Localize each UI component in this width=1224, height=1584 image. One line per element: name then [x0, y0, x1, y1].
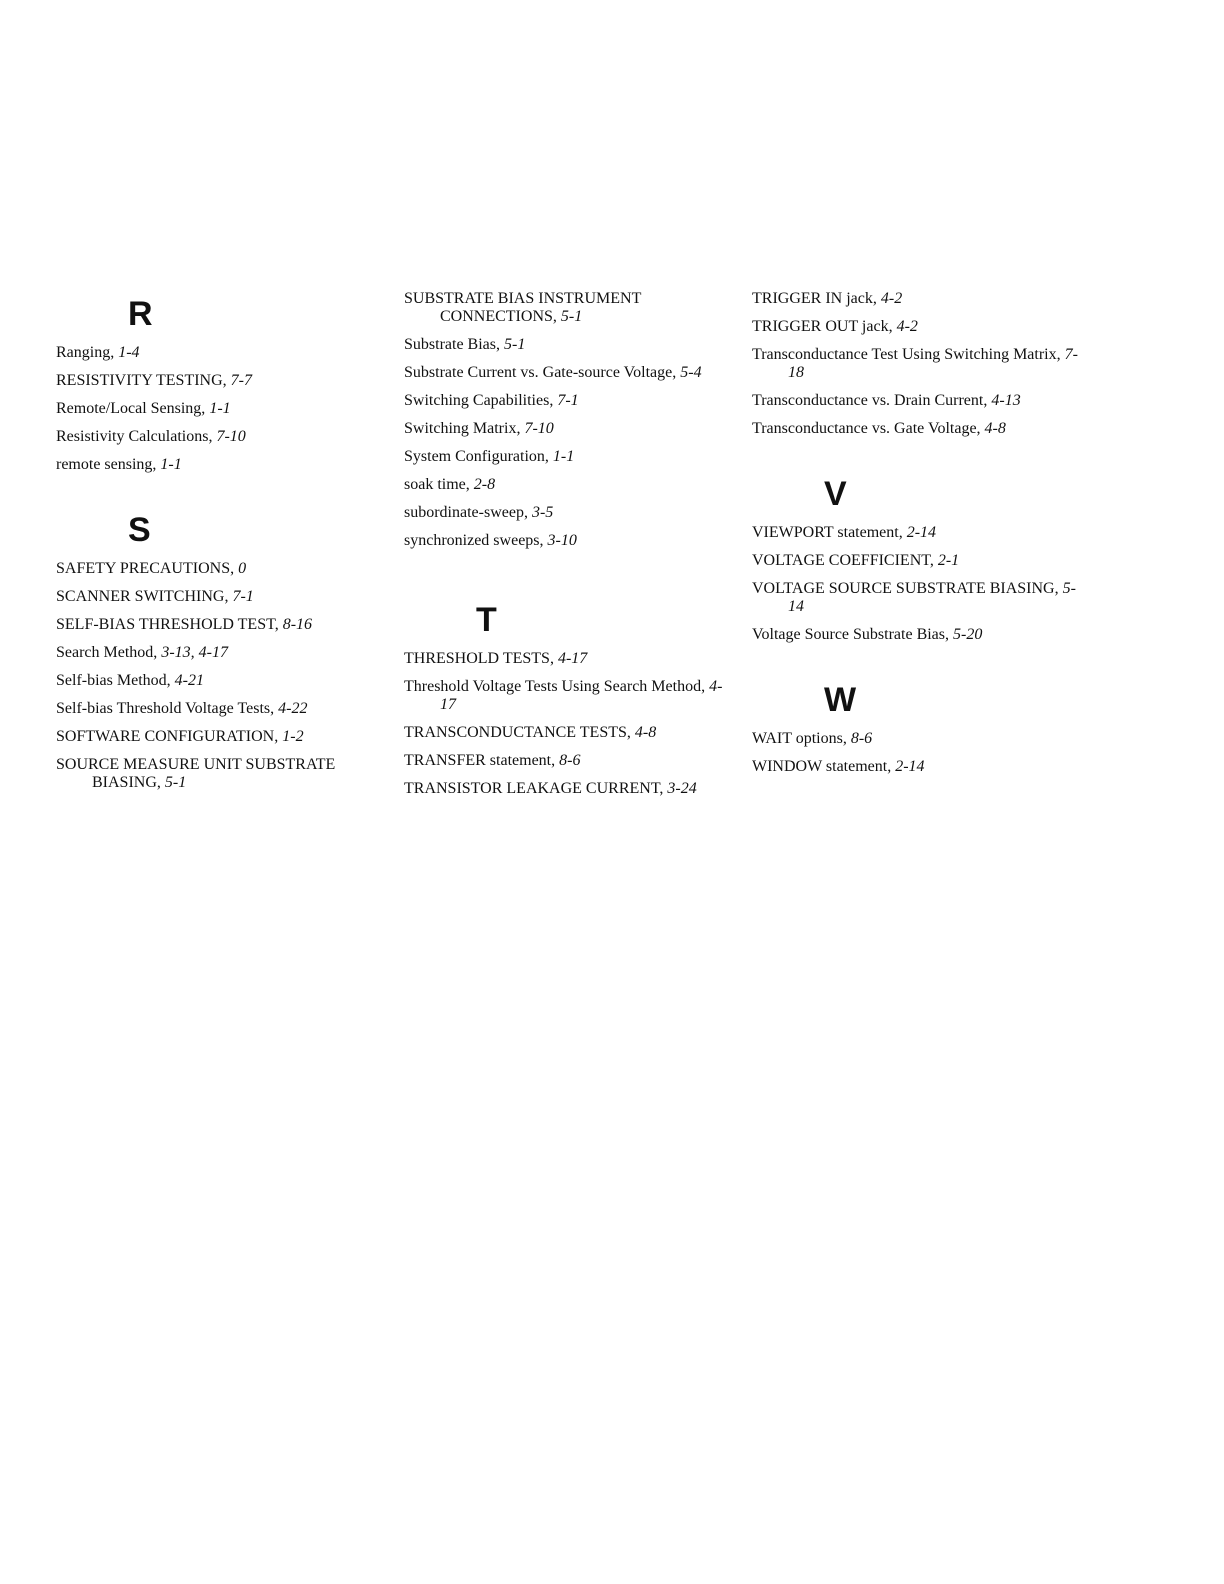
section-letter-s: S	[128, 511, 151, 549]
index-column-3	[752, 290, 1082, 786]
index-entry: TRIGGER OUT jack, 4-2	[752, 318, 918, 335]
section-letter-v: V	[824, 475, 847, 513]
index-entry: TRANSCONDUCTANCE TESTS, 4-8	[404, 724, 657, 741]
index-entry: remote sensing, 1-1	[56, 456, 182, 473]
index-entry: soak time, 2-8	[404, 476, 496, 493]
index-entry: WAIT options, 8-6	[752, 730, 873, 747]
index-entry: Ranging, 1-4	[56, 344, 140, 361]
index-entry: Transconductance vs. Drain Current, 4-13	[752, 392, 1021, 409]
index-entry: Resistivity Calculations, 7-10	[56, 428, 246, 445]
index-entry: VOLTAGE SOURCE SUBSTRATE BIASING, 5-14	[752, 580, 1076, 615]
index-entry: Substrate Current vs. Gate-source Voltage, 5-4	[404, 364, 702, 381]
section-gap	[752, 448, 1082, 470]
index-entry: Substrate Bias, 5-1	[404, 336, 526, 353]
section-gap	[752, 654, 1082, 676]
index-entry: THRESHOLD TESTS, 4-17	[404, 650, 588, 667]
index-entry: TRANSISTOR LEAKAGE CURRENT, 3-24	[404, 780, 697, 797]
section-letter-r: R	[128, 295, 153, 333]
section-letter-w: W	[824, 681, 857, 719]
index-entry: Switching Matrix, 7-10	[404, 420, 554, 437]
index-entry: Remote/Local Sensing, 1-1	[56, 400, 231, 417]
index-entry: SOFTWARE CONFIGURATION, 1-2	[56, 728, 304, 745]
section-gap	[404, 560, 734, 596]
index-entry: Transconductance Test Using Switching Matrix, 7-18	[752, 346, 1078, 381]
index-entry: VIEWPORT statement, 2-14	[752, 524, 937, 541]
index-entry: Self-bias Method, 4-21	[56, 672, 204, 689]
index-entry: synchronized sweeps, 3-10	[404, 532, 577, 549]
index-entry: subordinate-sweep, 3-5	[404, 504, 554, 521]
index-entry: VOLTAGE COEFFICIENT, 2-1	[752, 552, 960, 569]
index-column-1	[56, 290, 386, 802]
index-column-2	[404, 290, 734, 808]
index-entry: SUBSTRATE BIAS INSTRUMENT CONNECTIONS, 5-1	[404, 290, 642, 325]
index-entry: SCANNER SWITCHING, 7-1	[56, 588, 254, 605]
index-entry: Self-bias Threshold Voltage Tests, 4-22	[56, 700, 308, 717]
index-entry: TRIGGER IN jack, 4-2	[752, 290, 903, 307]
index-entry: WINDOW statement, 2-14	[752, 758, 925, 775]
index-entry: SOURCE MEASURE UNIT SUBSTRATE BIASING, 5-1	[56, 756, 336, 791]
index-entry: System Configuration, 1-1	[404, 448, 575, 465]
index-entry: Threshold Voltage Tests Using Search Method, 4-17	[404, 678, 723, 713]
section-letter-t: T	[476, 601, 497, 639]
index-entry: Search Method, 3-13, 4-17	[56, 644, 228, 661]
index-entry: Switching Capabilities, 7-1	[404, 392, 579, 409]
index-entry: Transconductance vs. Gate Voltage, 4-8	[752, 420, 1006, 437]
index-entry: RESISTIVITY TESTING, 7-7	[56, 372, 252, 389]
index-entry: SAFETY PRECAUTIONS, 0	[56, 560, 247, 577]
index-entry: Voltage Source Substrate Bias, 5-20	[752, 626, 983, 643]
index-entry: TRANSFER statement, 8-6	[404, 752, 581, 769]
section-gap	[56, 484, 386, 506]
index-entry: SELF-BIAS THRESHOLD TEST, 8-16	[56, 616, 313, 633]
